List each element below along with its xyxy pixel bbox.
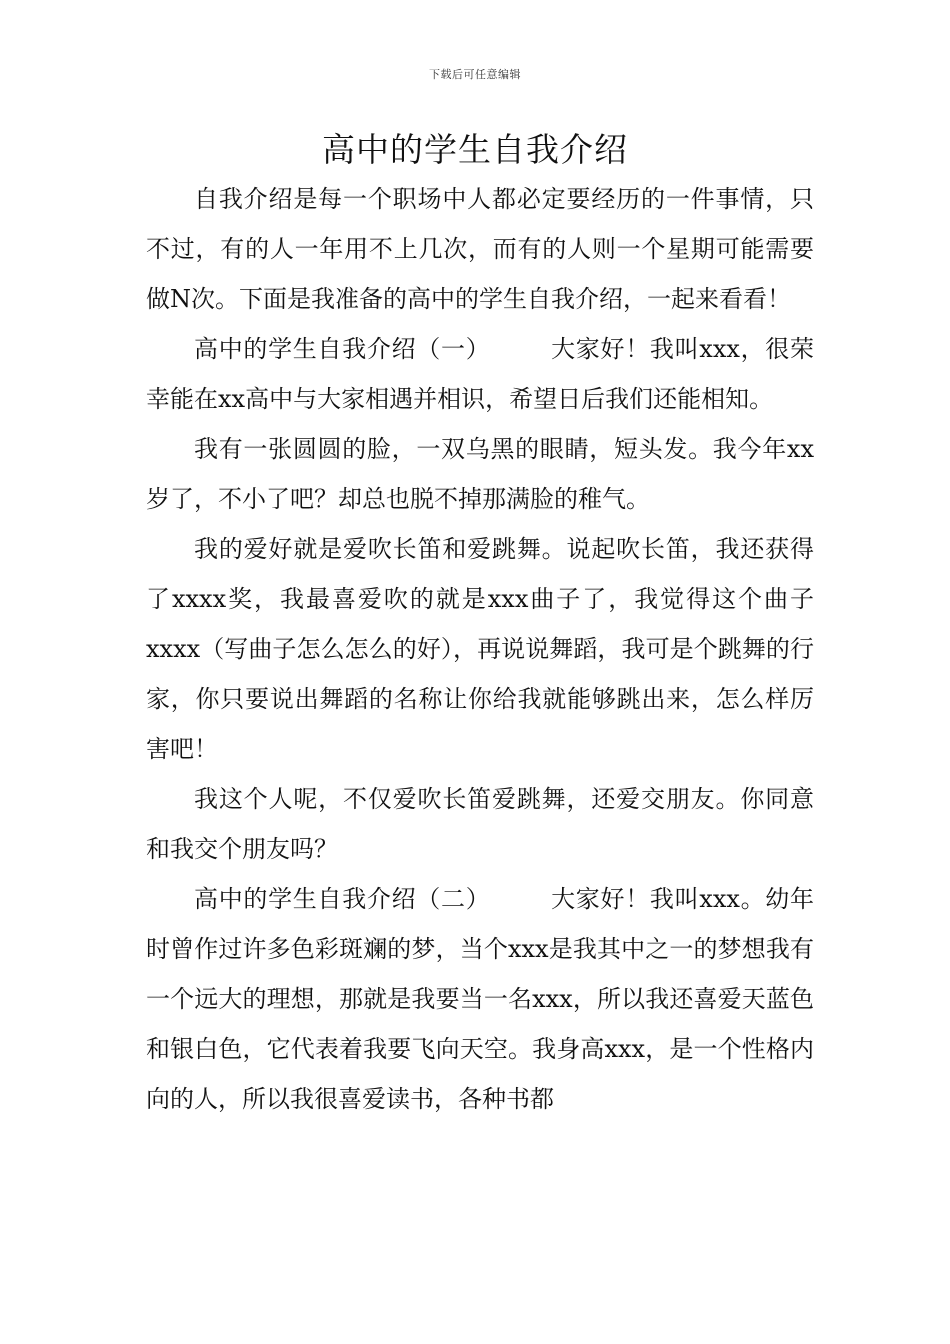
- document-body: [146, 174, 814, 1124]
- paragraph-text: 我这个人呢，不仅爱吹长笛爱跳舞，还爱交朋友。你同意和我交个朋友吗？: [146, 785, 814, 863]
- paragraph-text: 自我介绍是每一个职场中人都必定要经历的一件事情，只不过，有的人一年用不上几次，而有的人则一个星期可能需要做N次。下面是我准备的高中的学生自我介绍，一起来看看！: [146, 185, 814, 313]
- section-heading: 高中的学生自我介绍（二）: [194, 885, 491, 913]
- paragraph-text: 大家好！我叫xxx。幼年时曾作过许多色彩斑斓的梦，当个xxx是我其中之一的梦想我有一个远大的理想，那就是我要当一名xxx，所以我还喜爱天蓝色和银白色，它代表着我要飞向天空。我身高xxx，是一个性格内向的人，所以我很喜爱读书，各种书都: [146, 885, 815, 1113]
- paragraph-text: 我有一张圆圆的脸，一双乌黑的眼睛，短头发。我今年xx岁了，不小了吧？却总也脱不掉那满脸的稚气。: [146, 435, 814, 513]
- paragraph-friends: [146, 774, 814, 874]
- section-heading: 高中的学生自我介绍（一）: [194, 335, 491, 363]
- paragraph-section-one: [146, 324, 814, 424]
- header-note: 下载后可任意编辑: [429, 68, 521, 81]
- paragraph-intro: [146, 174, 814, 324]
- paragraph-appearance: [146, 424, 814, 524]
- paragraph-hobbies: [146, 524, 814, 774]
- paragraph-text: 大家好！我叫xxx，很荣幸能在xx高中与大家相遇并相识，希望日后我们还能相知。: [146, 335, 815, 413]
- paragraph-text: 我的爱好就是爱吹长笛和爱跳舞。说起吹长笛，我还获得了xxxx奖，我最喜爱吹的就是xxx曲子了，我觉得这个曲子xxxx（写曲子怎么怎么的好），再说说舞蹈，我可是个跳舞的行家，你只要说出舞蹈的名称让你给我就能够跳出来，怎么样厉害吧！: [146, 535, 814, 763]
- document-title: 高中的学生自我介绍: [322, 130, 628, 169]
- paragraph-section-two: [146, 874, 814, 1124]
